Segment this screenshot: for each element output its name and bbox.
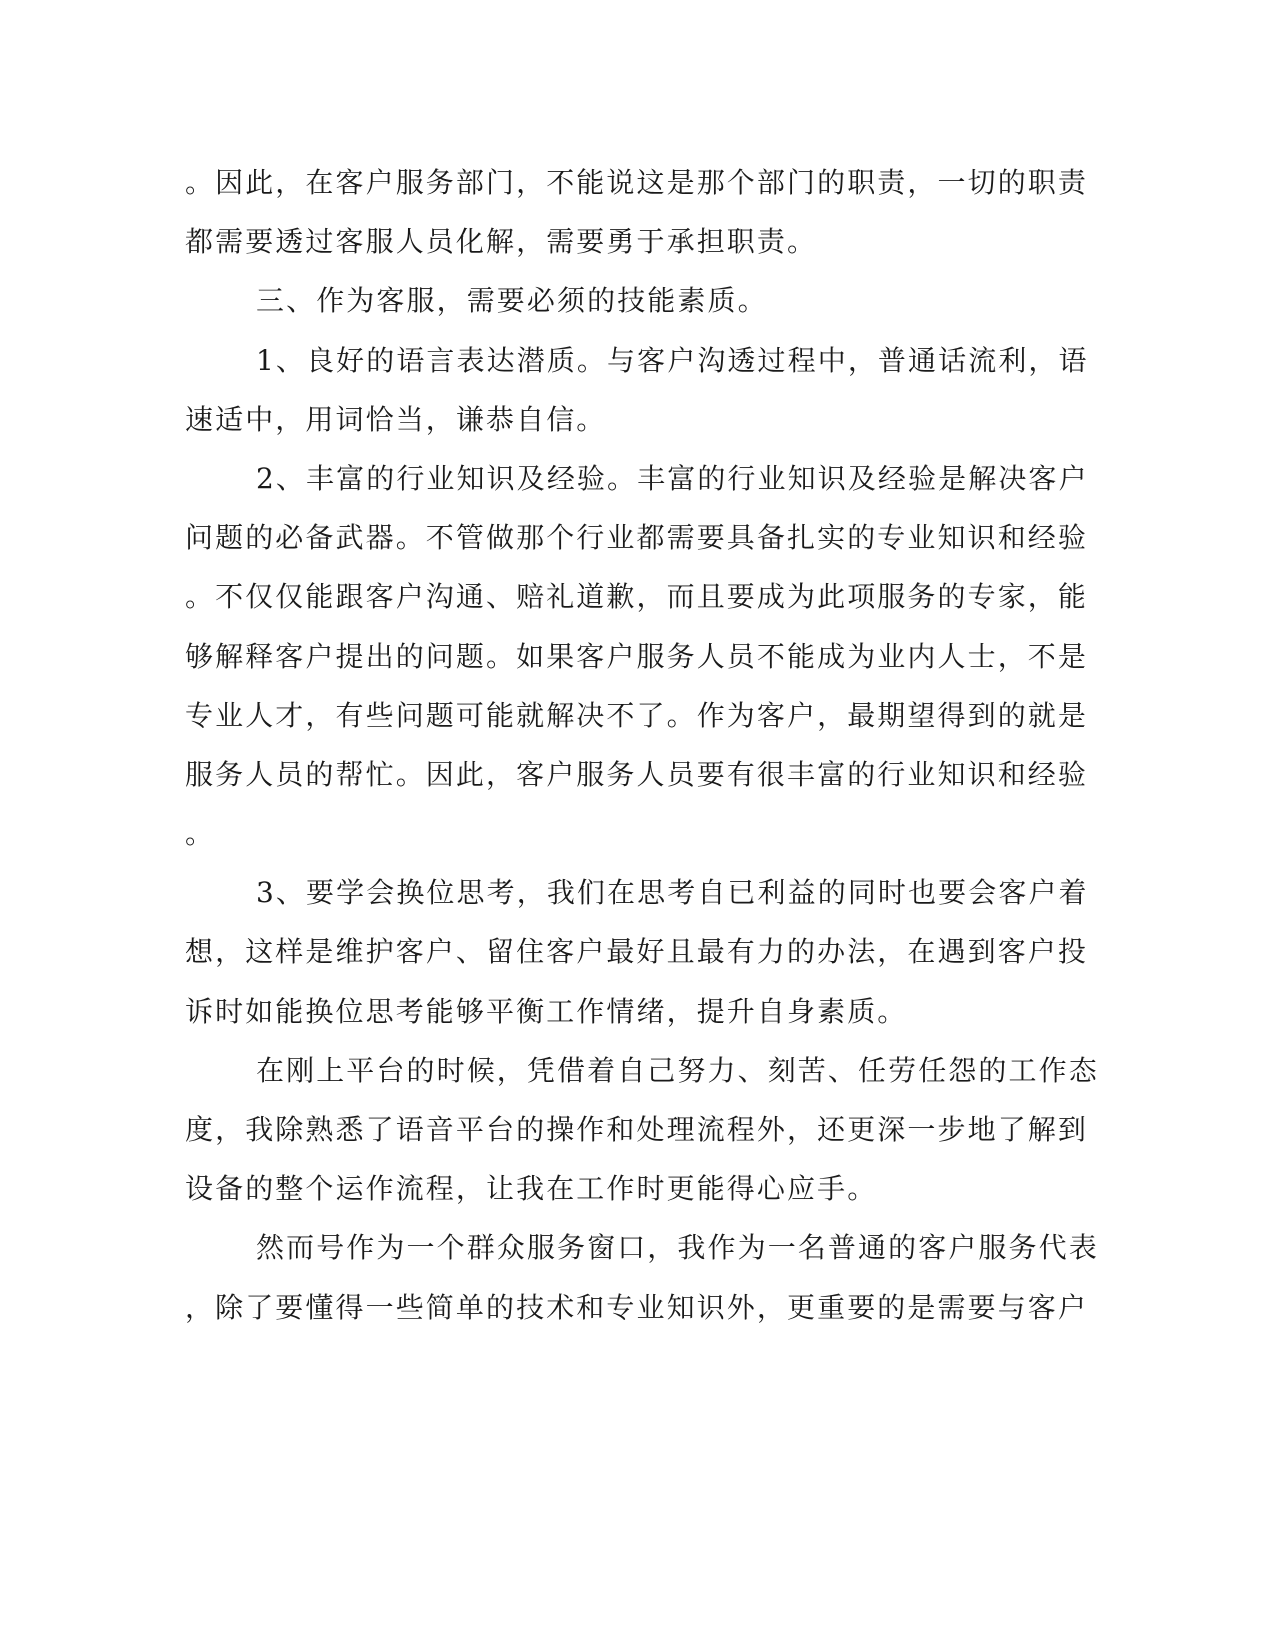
text-line-17: 度，我除熟悉了语音平台的操作和处理流程外，还更深一步地了解到	[185, 1113, 1089, 1146]
text-line-11: 服务人员的帮忙。因此，客户服务人员要有很丰富的行业知识和经验	[185, 757, 1089, 791]
text-line-7: 问题的必备武器。不管做那个行业都需要具备扎实的专业知识和经验	[185, 521, 1089, 555]
text-line-10: 专业人才，有些问题可能就解决不了。作为客户，最期望得到的就是	[185, 698, 1089, 732]
text-line-16: 在刚上平台的时候，凭借着自己努力、刻苦、任劳任怨的工作态	[256, 1053, 1099, 1087]
text-line-12: 。	[185, 817, 216, 851]
section-heading-skills: 三、作为客服，需要必须的技能素质。	[256, 284, 768, 318]
text-line-1: 。因此，在客户服务部门，不能说这是那个部门的职责，一切的职责	[185, 166, 1089, 199]
text-line-8: 。不仅仅能跟客户沟通、赔礼道歉，而且要成为此项服务的专家，能	[185, 580, 1089, 614]
text-line-18: 设备的整个运作流程，让我在工作时更能得心应手。	[185, 1172, 878, 1206]
text-line-6: 2、丰富的行业知识及经验。丰富的行业知识及经验是解决客户	[256, 461, 1089, 495]
text-line-19: 然而号作为一个群众服务窗口，我作为一名普通的客户服务代表	[256, 1231, 1099, 1265]
text-line-15: 诉时如能换位思考能够平衡工作情绪，提升自身素质。	[185, 994, 908, 1028]
text-line-9: 够解释客户提出的问题。如果客户服务人员不能成为业内人士，不是	[185, 639, 1089, 673]
text-line-4: 1、良好的语言表达潜质。与客户沟透过程中，普通话流利，语	[256, 343, 1089, 377]
text-line-14: 想，这样是维护客户、留住客户最好且最有力的办法，在遇到客户投	[185, 935, 1089, 969]
text-line-13: 3、要学会换位思考，我们在思考自已利益的同时也要会客户着	[256, 876, 1089, 910]
body-text	[185, 153, 1099, 1337]
text-line-5: 速适中，用词恰当，谦恭自信。	[185, 402, 607, 436]
text-line-2: 都需要透过客服人员化解，需要勇于承担职责。	[185, 225, 818, 259]
text-line-20: ，除了要懂得一些简单的技术和专业知识外，更重要的是需要与客户	[185, 1290, 1089, 1324]
